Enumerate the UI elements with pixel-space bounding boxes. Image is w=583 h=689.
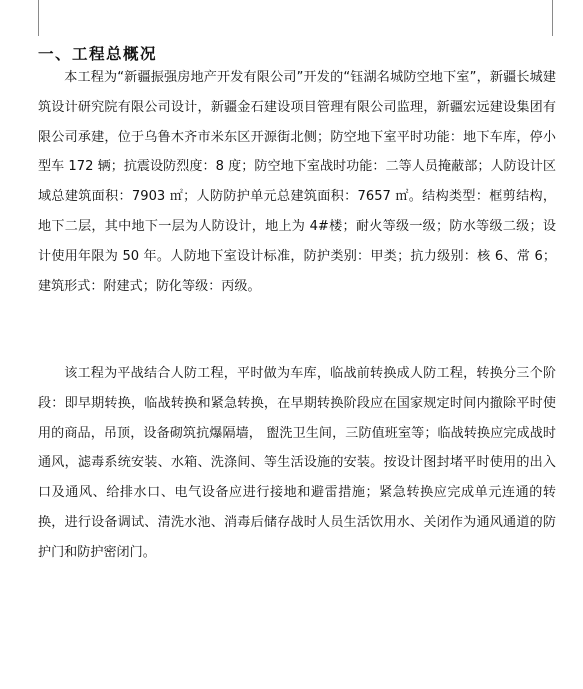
- crop-mark-right: [552, 0, 553, 36]
- section-heading: 一、工程总概况: [38, 44, 158, 63]
- paragraph-conversion-stages: 该工程为平战结合人防工程，平时做为车库，临战前转换成人防工程，转换分三个阶段：即早期转换，临战转换和紧急转换，在早期转换阶段应在国家规定时间内撤除平时使用的商品，吊顶，设备砌筑抗爆隔墙， 盥洗卫生间，三防值班室等；临战转换应完成战时通风，滤毒系统安装、水箱、洗涤间、等生活设施的安装。按设计图封堵平时使用的出入口及通风、给排水口、电气设备应进行接地和避雷措施；紧急转换应完成单元连通的转换，进行设备调试、清洗水池、消毒后储存战时人员生活饮用水、关闭作为通风通道的防护门和防护密闭门。: [38, 366, 556, 560]
- crop-mark-left: [38, 0, 39, 36]
- paragraph-project-overview: 本工程为“新疆振强房地产开发有限公司”开发的“钰湖名城防空地下室”，新疆长城建筑设计研究院有限公司设计，新疆金石建设项目管理有限公司监理，新疆宏远建设集团有限公司承建，位于乌鲁木齐市米东区开源街北侧；防空地下室平时功能：地下车库，停小型车 172 辆；抗震设防烈度：8 度；防空地下室战时功能：二等人员掩蔽部；人防设计区域总建筑面积：7903 ㎡；人防防护单元总建筑面积：7657 ㎡。结构类型：框剪结构，地下二层，其中地下一层为人防设计，地上为 4#楼；耐火等级一级；防水等级二级；设计使用年限为 50 年。人防地下室设计标准，防护类别：甲类；抗力级别：核 6、常 6；建筑形式：附建式；防化等级：丙级。: [38, 70, 556, 294]
